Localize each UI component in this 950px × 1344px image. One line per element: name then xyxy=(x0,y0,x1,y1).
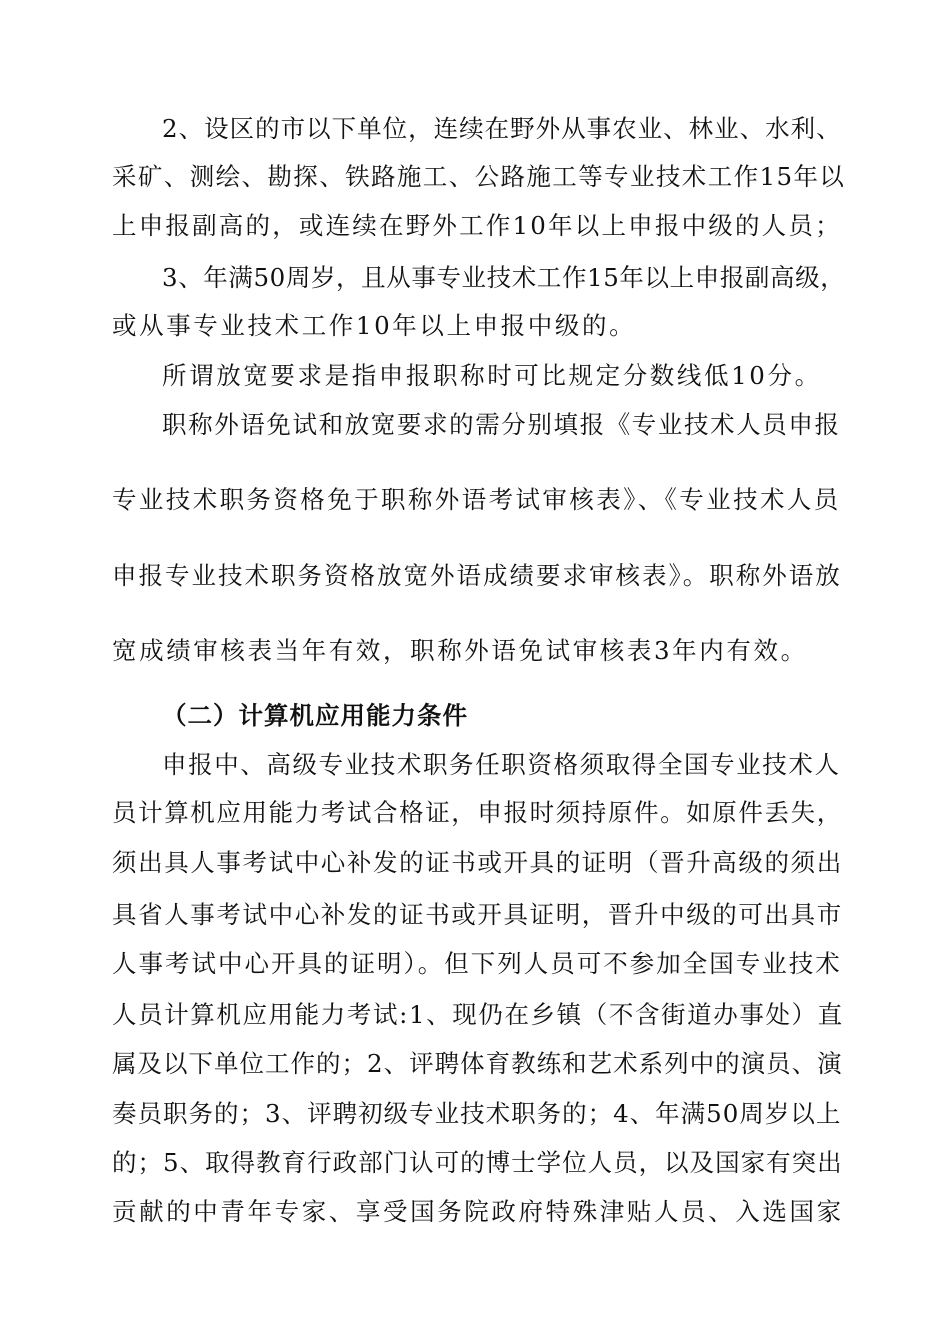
text-line: 采矿、测绘、勘探、铁路施工、公路施工等专业技术工作15年以 xyxy=(112,162,846,191)
text-line: 或从事专业技术工作10年以上申报中级的。 xyxy=(112,311,637,340)
text-line: 申报专业技术职务资格放宽外语成绩要求审核表》。职称外语放 xyxy=(112,561,842,590)
text-line: 属及以下单位工作的；2、评聘体育教练和艺术系列中的演员、演 xyxy=(112,1049,843,1078)
text-line: 奏员职务的；3、评聘初级专业技术职务的；4、年满50周岁以上 xyxy=(112,1099,842,1128)
text-line: 所谓放宽要求是指申报职称时可比规定分数线低10分。 xyxy=(162,361,822,390)
text-line: 的；5、取得教育行政部门认可的博士学位人员，以及国家有突出 xyxy=(112,1148,843,1177)
section-heading: （二）计算机应用能力条件 xyxy=(162,701,468,730)
text-line: 人员计算机应用能力考试:1、现仍在乡镇（不含街道办事处）直 xyxy=(112,1000,844,1029)
text-line: 贡献的中青年专家、享受国务院政府特殊津贴人员、入选国家 xyxy=(112,1197,844,1226)
text-line: 须出具人事考试中心补发的证书或开具的证明（晋升高级的须出 xyxy=(112,848,843,877)
text-line: 具省人事考试中心补发的证书或开具证明，晋升中级的可出具市 xyxy=(112,900,843,929)
text-line: 3、年满50周岁，且从事专业技术工作15年以上申报副高级， xyxy=(162,263,846,292)
text-line: 2、设区的市以下单位，连续在野外从事农业、林业、水利、 xyxy=(162,114,842,143)
text-line: 宽成绩审核表当年有效，职称外语免试审核表3年内有效。 xyxy=(112,636,808,665)
text-line: 职称外语免试和放宽要求的需分别填报《专业技术人员申报 xyxy=(162,410,841,439)
text-line: 专业技术职务资格免于职称外语考试审核表》、《专业技术人员 xyxy=(112,485,841,514)
text-line: 申报中、高级专业技术职务任职资格须取得全国专业技术人 xyxy=(162,750,841,779)
text-line: 人事考试中心开具的证明）。但下列人员可不参加全国专业技术 xyxy=(112,949,842,978)
text-line: 上申报副高的，或连续在野外工作10年以上申报中级的人员； xyxy=(112,211,842,240)
text-line: 员计算机应用能力考试合格证，申报时须持原件。如原件丢失， xyxy=(112,798,843,827)
